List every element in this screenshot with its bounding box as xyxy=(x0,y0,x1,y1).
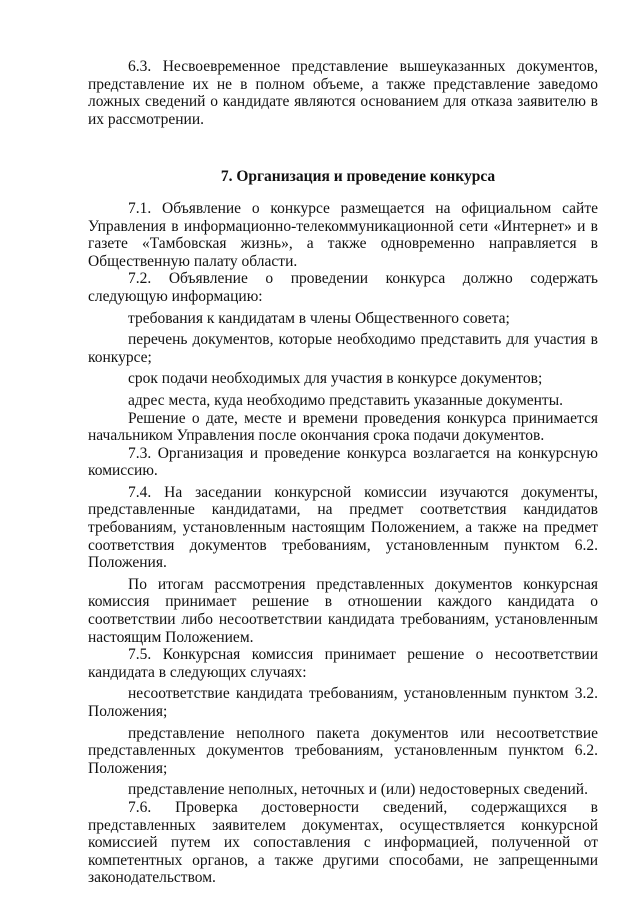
list-item-address: адрес места, куда необходимо представить указанные документы. xyxy=(128,391,563,409)
paragraph-7-5: 7.5. Конкурсная комиссия принимает решение о несоответствии кандидата в следующих случаях: xyxy=(88,646,598,681)
list-item-nonconformity: несоответствие кандидата требованиям, установленным пунктом 3.2. Положения; xyxy=(88,685,598,720)
paragraph-7-2-decision: Решение о дате, месте и времени проведения конкурса принимается начальником Управления после окончания срока подачи документов. xyxy=(88,409,598,445)
section-title: 7. Организация и проведение конкурса xyxy=(220,168,496,186)
document-page xyxy=(88,58,598,887)
list-item-requirements: требования к кандидатам в члены Общественного совета; xyxy=(128,309,510,327)
paragraph-7-4: 7.4. На заседании конкурсной комиссии изучаются документы, представленные кандидатами, на предмет соответствия кандидатов требованиям, установленным настоящим Положением, а также на предмет соответствия документов требованиям, установленным пунктом 6.2. Положения. xyxy=(88,483,598,572)
paragraph-6-3: 6.3. Несвоевременное представление вышеуказанных документов, представление их не в полном объеме, а также представление заведомо ложных сведений о кандидате являются основанием для отказа заявителю в их рассмотрении. xyxy=(88,58,598,128)
list-item-documents: перечень документов, которые необходимо представить для участия в конкурсе; xyxy=(88,331,598,366)
list-item-inaccurate-info: представление неполных, неточных и (или) недостоверных сведений. xyxy=(128,781,588,799)
paragraph-7-3: 7.3. Организация и проведение конкурса возлагается на конкурсную комиссию. xyxy=(88,444,598,480)
paragraph-7-4-results: По итогам рассмотрения представленных документов конкурсная комиссия принимает решение в отношении каждого кандидата о соответствии либо несоответствии кандидата требованиям, установленным настоящим Положением. xyxy=(88,575,598,646)
list-item-deadline: срок подачи необходимых для участия в конкурсе документов; xyxy=(128,370,543,388)
paragraph-7-6: 7.6. Проверка достоверности сведений, содержащихся в представленных заявителем документах, осуществляется конкурсной комиссией путем их сопоставления с информацией, полученной от компетентных органов, а также другими способами, не запрещенными законодательством. xyxy=(88,798,598,887)
list-item-incomplete-package: представление неполного пакета документов или несоответствие представленных документов требованиям, установленным пунктом 6.2. Положения; xyxy=(88,724,598,777)
paragraph-7-2: 7.2. Объявление о проведении конкурса должно содержать следующую информацию: xyxy=(88,270,598,305)
paragraph-7-1: 7.1. Объявление о конкурсе размещается на официальном сайте Управления в информационно-телекоммуникационной сети «Интернет» и в газете «Тамбовская жизнь», а также одновременно направляется в Общественную палату области. xyxy=(88,199,598,270)
